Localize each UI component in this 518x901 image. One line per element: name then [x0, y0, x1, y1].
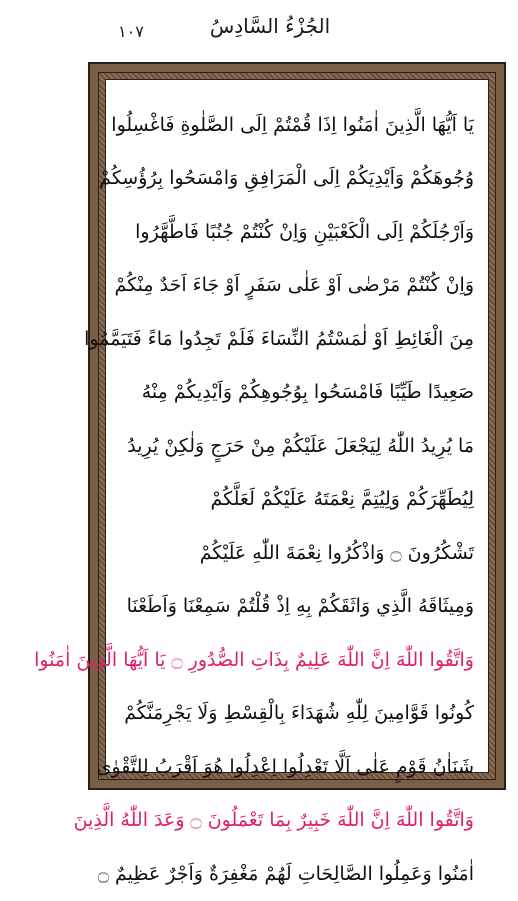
verse-line-13: شَنَاٰنُ قَوْمٍ عَلٰى اَلَّا تَعْدِلُوا اِعْدِلُوا هُوَ اَقْرَبُ لِلتَّقْوٰى [96, 755, 474, 778]
verse-line-1: يَا اَيُّهَا الَّذِينَ اٰمَنُوا اِذَا قُمْتُمْ اِلَى الصَّلٰوةِ فَاغْسِلُوا [111, 113, 474, 136]
verse-line-5: مِنَ الْغَائِطِ اَوْ لٰمَسْتُمُ النِّسَاءَ فَلَمْ تَجِدُوا مَاءً فَتَيَمَّمُوا [84, 327, 474, 350]
page-number: ١٠٧ [118, 22, 144, 41]
verse-text-block [34, 98, 474, 885]
verse-line-12: كُونُوا قَوَّامِينَ لِلّٰهِ شُهَدَاءَ بِالْقِسْطِ وَلَا يَجْرِمَنَّكُمْ [124, 702, 474, 725]
verse-line-14: وَاتَّقُوا اللّٰهَ اِنَّ اللّٰهَ خَبِيرٌ بِمَا تَعْمَلُونَ ۝ وَعَدَ اللّٰهُ الَّذِينَ [73, 809, 474, 832]
ornamental-frame [34, 62, 506, 885]
verse-line-15: اٰمَنُوا وَعَمِلُوا الصَّالِحَاتِ لَهُمْ مَغْفِرَةٌ وَاَجْرٌ عَظِيمٌ ۝ [97, 862, 474, 885]
verse-line-3: وَاَرْجُلَكُمْ اِلَى الْكَعْبَيْنِ وَاِنْ كُنْتُمْ جُنُبًا فَاطَّهَّرُوا [135, 220, 474, 243]
verse-line-8: لِيُطَهِّرَكُمْ وَلِيُتِمَّ نِعْمَتَهُ عَلَيْكُمْ لَعَلَّكُمْ [210, 488, 474, 511]
text-panel [34, 79, 489, 885]
juz-title: الجُزْءُ السَّادِسُ [209, 14, 331, 38]
verse-line-9: تَشْكُرُونَ ۝ وَاذْكُرُوا نِعْمَةَ اللّٰهِ عَلَيْكُمْ [199, 541, 474, 564]
verse-line-7: مَا يُرِيدُ اللّٰهُ لِيَجْعَلَ عَلَيْكُمْ مِنْ حَرَجٍ وَلٰكِنْ يُرِيدُ [127, 434, 474, 457]
verse-line-10: وَمِيثَاقَهُ الَّذِي وَاثَقَكُمْ بِهِ اِذْ قُلْتُمْ سَمِعْنَا وَاَطَعْنَا [126, 595, 474, 618]
verse-line-2: وُجُوهَكُمْ وَاَيْدِيَكُمْ اِلَى الْمَرَافِقِ وَامْسَحُوا بِرُؤُسِكُمْ [99, 167, 474, 190]
frame-border [34, 72, 496, 885]
page-header [0, 0, 518, 62]
verse-line-4: وَاِنْ كُنْتُمْ مَرْضٰى اَوْ عَلٰى سَفَرٍ اَوْ جَاءَ اَحَدٌ مِنْكُمْ [114, 274, 474, 297]
verse-line-6: صَعِيدًا طَيِّبًا فَامْسَحُوا بِوُجُوهِكُمْ وَاَيْدِيكُمْ مِنْهُ [141, 381, 474, 404]
verse-line-11: وَاتَّقُوا اللّٰهَ اِنَّ اللّٰهَ عَلِيمٌ بِذَاتِ الصُّدُورِ ۝ يَا اَيُّهَا الَّذِينَ اٰمَنُوا [34, 648, 474, 671]
